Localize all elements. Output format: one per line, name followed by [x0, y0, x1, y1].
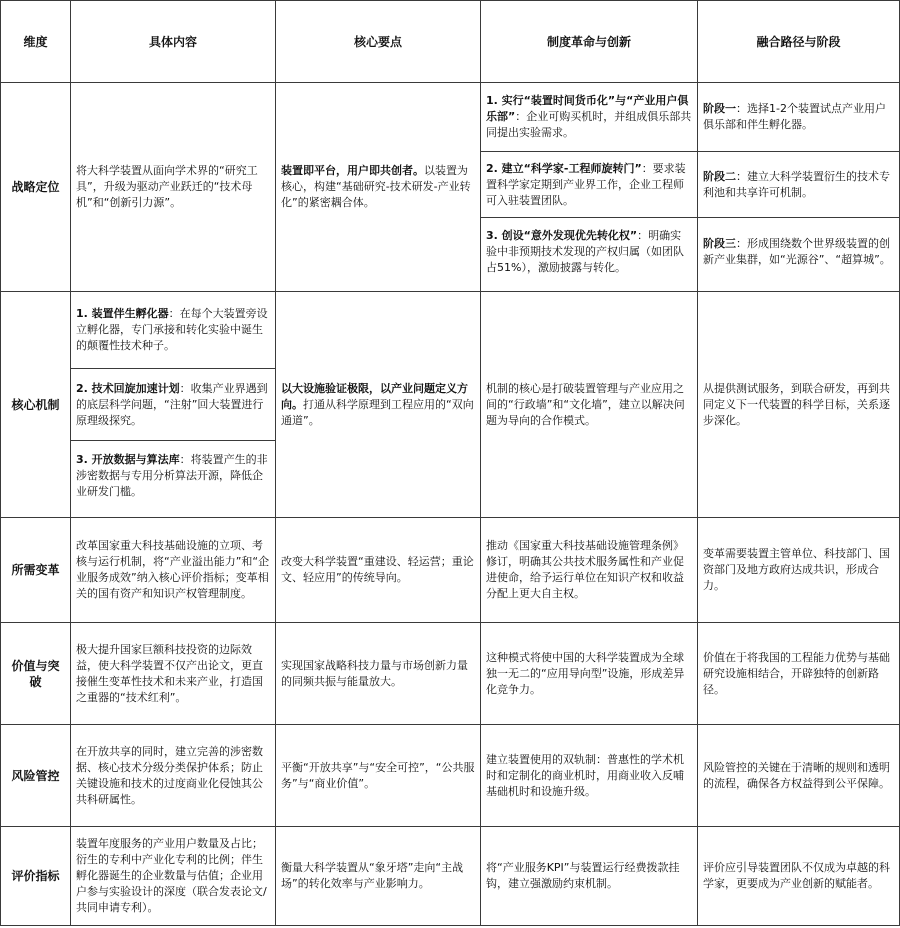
dimension-cell: 战略定位: [1, 83, 71, 292]
content-cell: [71, 292, 276, 518]
path-cell: [698, 83, 900, 292]
path-stage: [698, 151, 899, 217]
header-content: 具体内容: [71, 1, 276, 83]
innovation-item: [481, 217, 697, 285]
content-cell: 改革国家重大科技基础设施的立项、考核与运行机制，将“产业溢出能力”和“企业服务成效”纳入核心评价指标；变革相关的国有资产和知识产权管理制度。: [71, 518, 276, 623]
mechanism-item: [71, 292, 275, 368]
path-stage-title: 阶段一: [703, 102, 736, 115]
innovation-item-title: 3. 创设“意外发现优先转化权”: [486, 228, 638, 242]
innovation-cell: 这种模式将使中国的大科学装置成为全球独一无二的“应用导向型”设施，形成差异化竞争力。: [481, 623, 698, 725]
key-point-bold: 装置即平台，用户即共创者。: [281, 164, 424, 177]
innovation-item-title: 2. 建立“科学家-工程师旋转门”: [486, 161, 642, 175]
mechanism-item: [71, 368, 275, 440]
key-point-cell: 衡量大科学装置从“象牙塔”走向“主战场”的转化效率与产业影响力。: [276, 827, 481, 926]
header-path: 融合路径与阶段: [698, 1, 900, 83]
path-stage: [698, 217, 899, 285]
key-point-cell: [276, 83, 481, 292]
innovation-item-text: ：企业可购买机时，并组成俱乐部共同提出实验需求。: [486, 110, 692, 139]
mechanism-item-text: ：在每个大装置旁设立孵化器，专门承接和转化实验中诞生的颠覆性技术种子。: [76, 307, 268, 352]
path-stage-text: ：建立大科学装置衍生的技术专利池和共享许可机制。: [703, 169, 890, 199]
header-row: [1, 1, 900, 83]
innovation-item: [481, 151, 697, 217]
path-cell: 价值在于将我国的工程能力优势与基础研究设施相结合，开辟独特的创新路径。: [698, 623, 900, 725]
table-row: [1, 623, 900, 725]
key-point-cell: [276, 292, 481, 518]
mechanism-item-text: ：将装置产生的非涉密数据与专用分析算法开源，降低企业研发门槛。: [76, 453, 268, 498]
mechanism-item-title: 1. 装置伴生孵化器: [76, 307, 169, 320]
header-dimension: 维度: [1, 1, 71, 83]
mechanism-item-title: 2. 技术回旋加速计划: [76, 381, 180, 395]
path-stage-title: 阶段三: [703, 236, 736, 250]
path-stage-title: 阶段二: [703, 169, 736, 183]
innovation-cell: 推动《国家重大科技基础设施管理条例》修订，明确其公共技术服务属性和产业促进使命，给予运行单位在知识产权和收益分配上更大自主权。: [481, 518, 698, 623]
table-row: [1, 827, 900, 926]
innovation-cell: 将“产业服务KPI”与装置运行经费拨款挂钩，建立强激励约束机制。: [481, 827, 698, 926]
dimension-cell: 所需变革: [1, 518, 71, 623]
innovation-item-text: ：要求装置科学家定期到产业界工作，企业工程师可入驻装置团队。: [486, 161, 686, 207]
key-point-cell: 改变大科学装置“重建设、轻运营；重论文、轻应用”的传统导向。: [276, 518, 481, 623]
dimension-cell: 评价指标: [1, 827, 71, 926]
innovation-item-text: ：明确实验中非预期技术发现的产权归属（如团队占51%），激励披露与转化。: [486, 228, 684, 274]
mechanism-item: [71, 440, 275, 511]
innovation-cell: 机制的核心是打破装置管理与产业应用之间的“行政墙”和“文化墙”，建立以解决问题为导向的合作模式。: [481, 292, 698, 518]
path-cell: 变革需要装置主管单位、科技部门、国资部门及地方政府达成共识，形成合力。: [698, 518, 900, 623]
innovation-item: [481, 83, 697, 151]
path-cell: 风险管控的关键在于清晰的规则和透明的流程，确保各方权益得到公平保障。: [698, 725, 900, 827]
key-point-cell: 平衡“开放共享”与“安全可控”，“公共服务”与“商业价值”。: [276, 725, 481, 827]
key-point-cell: 实现国家战略科技力量与市场创新力量的同频共振与能量放大。: [276, 623, 481, 725]
path-stage-text: ：形成围绕数个世界级装置的创新产业集群，如“光源谷”、“超算城”。: [703, 236, 891, 266]
table-row: [1, 518, 900, 623]
table-row: [1, 83, 900, 292]
dimension-cell: 风险管控: [1, 725, 71, 827]
innovation-cell: [481, 83, 698, 292]
path-cell: 评价应引导装置团队不仅成为卓越的科学家，更要成为产业创新的赋能者。: [698, 827, 900, 926]
path-stage-text: ：选择1-2个装置试点产业用户俱乐部和伴生孵化器。: [703, 102, 886, 131]
key-point-bold: 以大设施验证极限，以产业问题定义方向。: [281, 381, 468, 411]
table-row: [1, 292, 900, 518]
innovation-cell: 建立装置使用的双轨制：普惠性的学术机时和定制化的商业机时，用商业收入反哺基础机时和设施升级。: [481, 725, 698, 827]
key-point-text: 以装置为核心，构建“基础研究-技术研发-产业转化”的紧密耦合体。: [281, 164, 471, 209]
key-point-text: 打通从科学原理到工程应用的“双向通道”。: [281, 397, 474, 427]
table-row: [1, 725, 900, 827]
innovation-item-title: 1. 实行“装置时间货币化”与“产业用户俱乐部”: [486, 94, 689, 123]
content-cell: 在开放共享的同时，建立完善的涉密数据、核心技术分级分类保护体系；防止关键设施和技术的过度商业化侵蚀其公共科研属性。: [71, 725, 276, 827]
content-cell: 极大提升国家巨额科技投资的边际效益，使大科学装置不仅产出论文，更直接催生变革性技术和未来产业，打造国之重器的“技术红利”。: [71, 623, 276, 725]
dimension-cell: 核心机制: [1, 292, 71, 518]
content-cell: 将大科学装置从面向学术界的“研究工具”，升级为驱动产业跃迁的“技术母机”和“创新引力源”。: [71, 83, 276, 292]
path-cell: 从提供测试服务，到联合研发，再到共同定义下一代装置的科学目标，关系逐步深化。: [698, 292, 900, 518]
mechanism-item-text: ：收集产业界遇到的底层科学问题，“注射”回大装置进行原理级探究。: [76, 381, 268, 427]
header-key-points: 核心要点: [276, 1, 481, 83]
path-stage: [698, 83, 899, 151]
content-cell: 装置年度服务的产业用户数量及占比；衍生的专利中产业化专利的比例；伴生孵化器诞生的企业数量与估值；企业用户参与实验设计的深度（联合发表论文/共同申请专利）。: [71, 827, 276, 926]
header-innovation: 制度革命与创新: [481, 1, 698, 83]
dimension-cell: 价值与突破: [1, 623, 71, 725]
mechanism-item-title: 3. 开放数据与算法库: [76, 453, 180, 466]
